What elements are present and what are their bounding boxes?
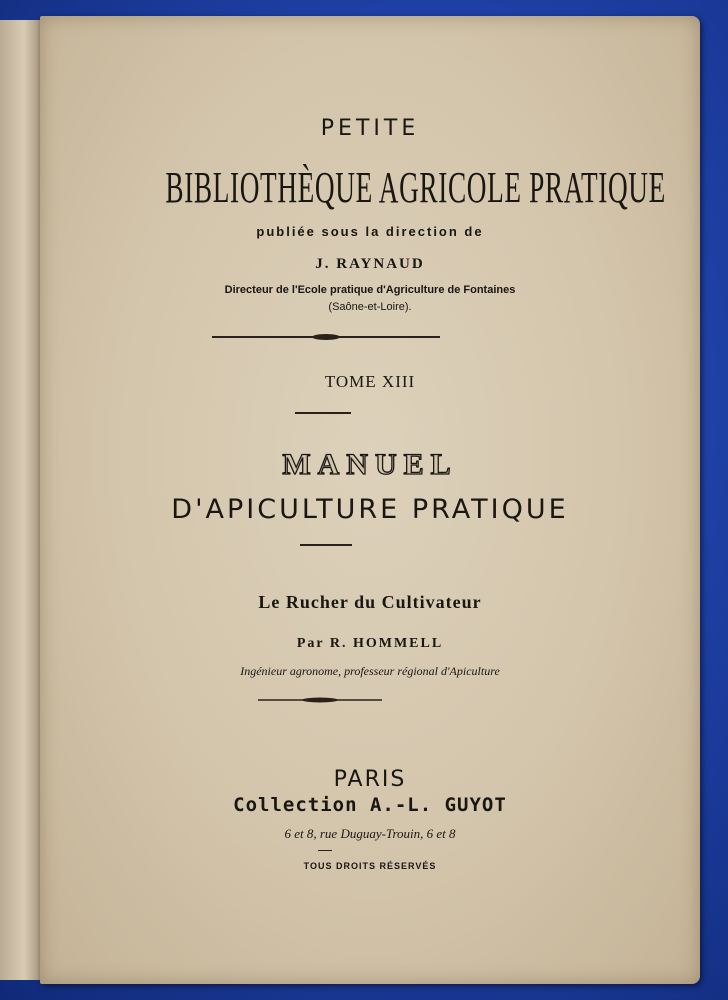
book-subtitle: Le Rucher du Cultivateur <box>258 592 482 612</box>
ornamental-rule-top <box>212 334 440 340</box>
book-title-line2: D'APICULTURE PRATIQUE <box>171 494 569 525</box>
publisher-address: 6 et 8, rue Duguay-Trouin, 6 et 8 <box>284 826 456 841</box>
author-name: Par R. HOMMELL <box>296 636 444 651</box>
divider-tiny <box>318 850 332 851</box>
editor-place: (Saône-et-Loire). <box>328 301 412 313</box>
left-page-edge <box>0 20 42 980</box>
divider-short <box>295 412 351 414</box>
editor-title: Directeur de l'Ecole pratique d'Agriculture de Fontaines <box>224 284 516 296</box>
editor-name: J. RAYNAUD <box>315 256 425 272</box>
series-title: BIBLIOTHÈQUE AGRICOLE PRATIQUE <box>165 163 666 212</box>
volume-number: TOME XIII <box>324 372 416 391</box>
rights-notice: TOUS DROITS RÉSERVÉS <box>303 861 437 871</box>
author-title: Ingénieur agronome, professeur régional d'Apiculture <box>240 664 500 678</box>
publication-city: PARIS <box>333 767 407 792</box>
publisher-name: Collection A.-L. GUYOT <box>233 794 507 816</box>
ornamental-rule-bottom <box>258 697 382 703</box>
series-prefix: PETITE <box>320 116 420 141</box>
book-title-line1: MANUEL <box>282 448 458 481</box>
title-page <box>40 16 700 984</box>
direction-label: publiée sous la direction de <box>256 224 484 239</box>
title-page-content <box>40 16 700 984</box>
divider-short-2 <box>300 544 352 546</box>
